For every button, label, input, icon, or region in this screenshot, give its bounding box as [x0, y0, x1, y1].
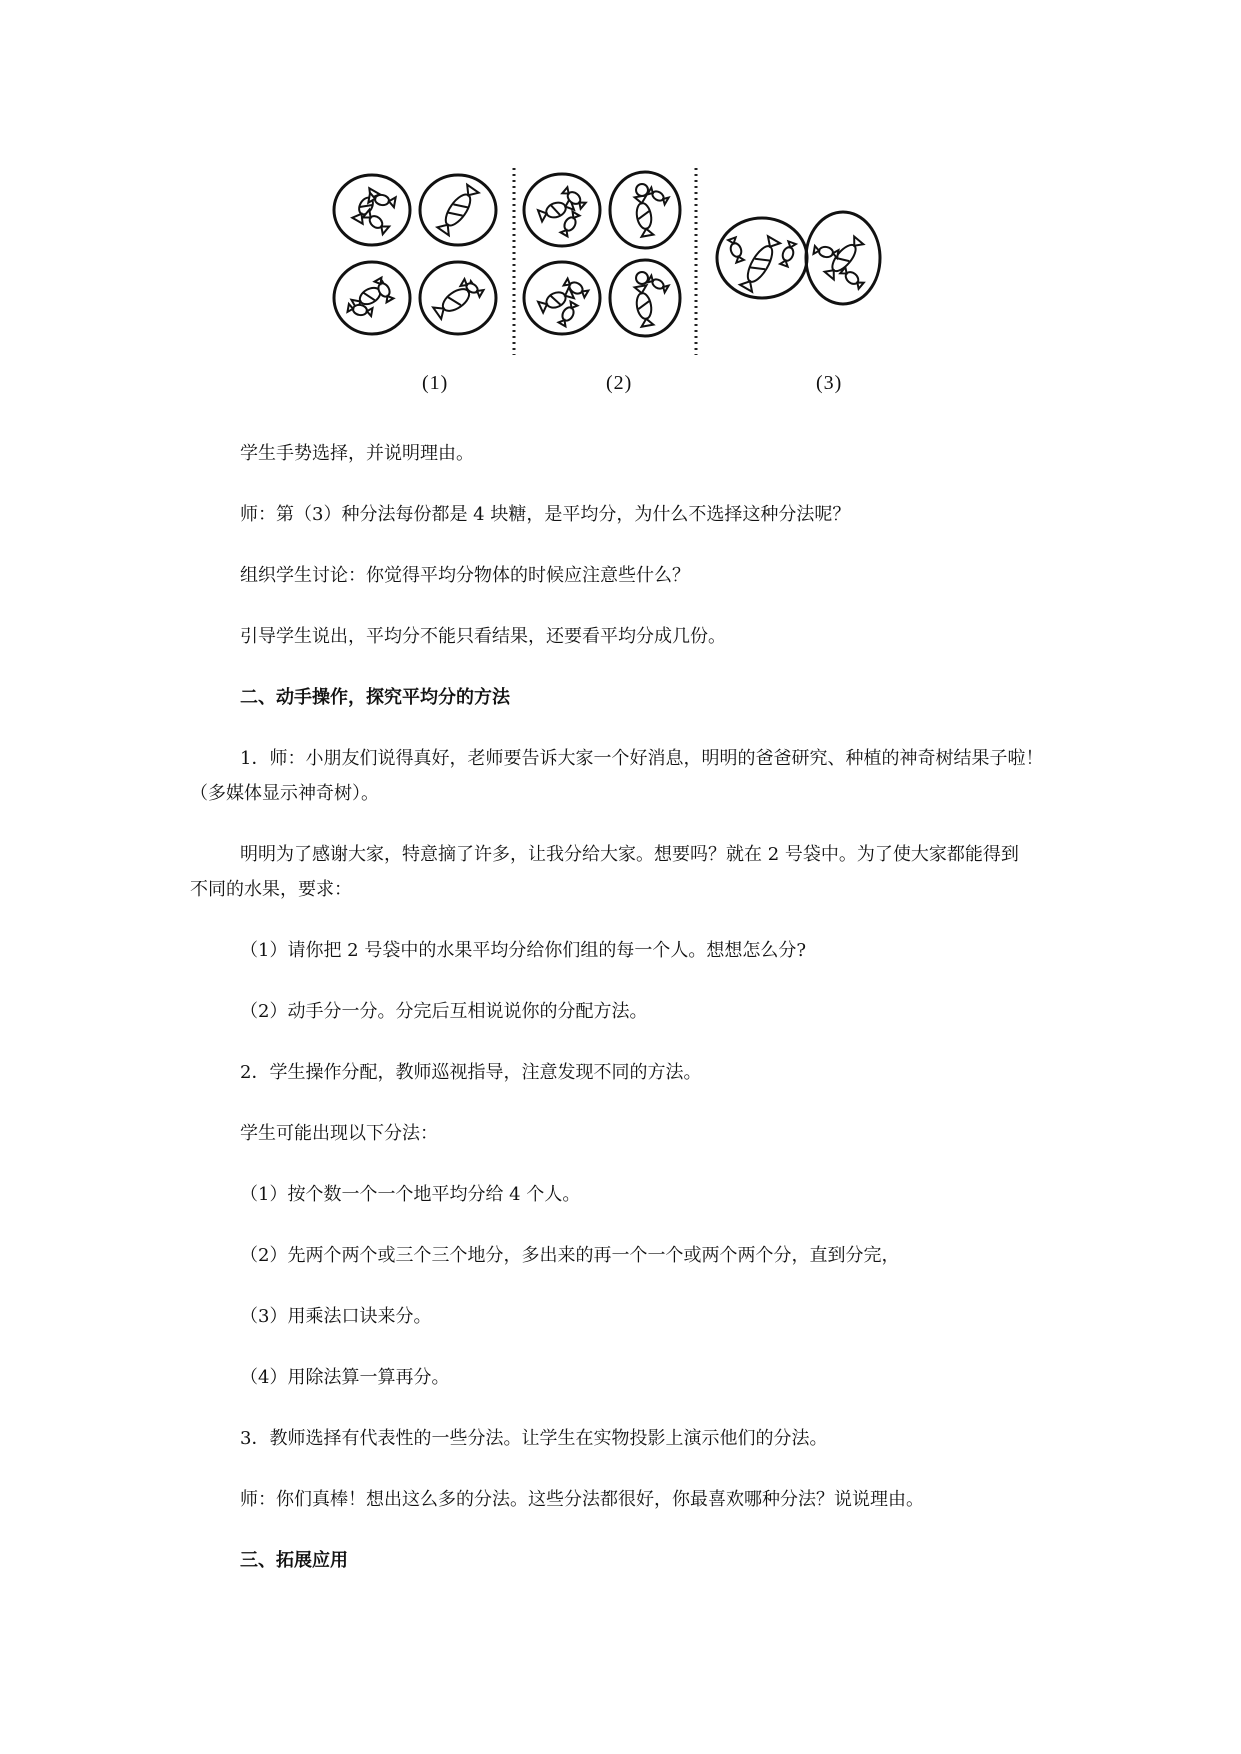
figure-caption-3: (3): [816, 372, 843, 394]
figure-caption-2: (2): [606, 372, 633, 394]
paragraph-continuation: 不同的水果，要求：: [190, 879, 352, 900]
paragraph: 学生可能出现以下分法：: [240, 1123, 438, 1144]
paragraph: 组织学生讨论：你觉得平均分物体的时候应注意些什么？: [240, 565, 690, 586]
figure-caption-1: (1): [422, 372, 449, 394]
plate-circle: [334, 175, 410, 245]
paragraph: 学生手势选择，并说明理由。: [240, 443, 474, 464]
paragraph: 引导学生说出，平均分不能只看结果，还要看平均分成几份。: [240, 626, 726, 647]
candy-plates-illustration: [330, 160, 970, 370]
paragraph: （1）请你把 2 号袋中的水果平均分给你们组的每一个人。想想怎么分?: [240, 940, 806, 961]
paragraph: 师：你们真棒！想出这么多的分法。这些分法都很好，你最喜欢哪种分法？说说理由。: [240, 1489, 924, 1510]
paragraph: 3．教师选择有代表性的一些分法。让学生在实物投影上演示他们的分法。: [240, 1428, 828, 1449]
paragraph: （2）动手分一分。分完后互相说说你的分配方法。: [240, 1001, 648, 1022]
paragraph-continuation: （多媒体显示神奇树）。: [190, 783, 379, 804]
section-heading: 三、拓展应用: [240, 1550, 348, 1571]
candy-division-figure: [330, 160, 970, 410]
paragraph: 1．师：小朋友们说得真好，老师要告诉大家一个好消息，明明的爸爸研究、种植的神奇树结果子啦！: [240, 748, 1044, 769]
paragraph: （4）用除法算一算再分。: [240, 1367, 450, 1388]
paragraph: 2．学生操作分配，教师巡视指导，注意发现不同的方法。: [240, 1062, 702, 1083]
paragraph: 明明为了感谢大家，特意摘了许多，让我分给大家。想要吗？就在 2 号袋中。为了使大家都能得到: [240, 844, 1019, 865]
paragraph: （1）按个数一个一个地平均分给 4 个人。: [240, 1184, 581, 1205]
paragraph: （3）用乘法口诀来分。: [240, 1306, 432, 1327]
section-heading: 二、动手操作，探究平均分的方法: [240, 687, 510, 708]
paragraph: 师：第（3）种分法每份都是 4 块糖，是平均分，为什么不选择这种分法呢？: [240, 504, 851, 525]
paragraph: （2）先两个两个或三个三个地分，多出来的再一个一个或两个两个分，直到分完，: [240, 1245, 900, 1266]
